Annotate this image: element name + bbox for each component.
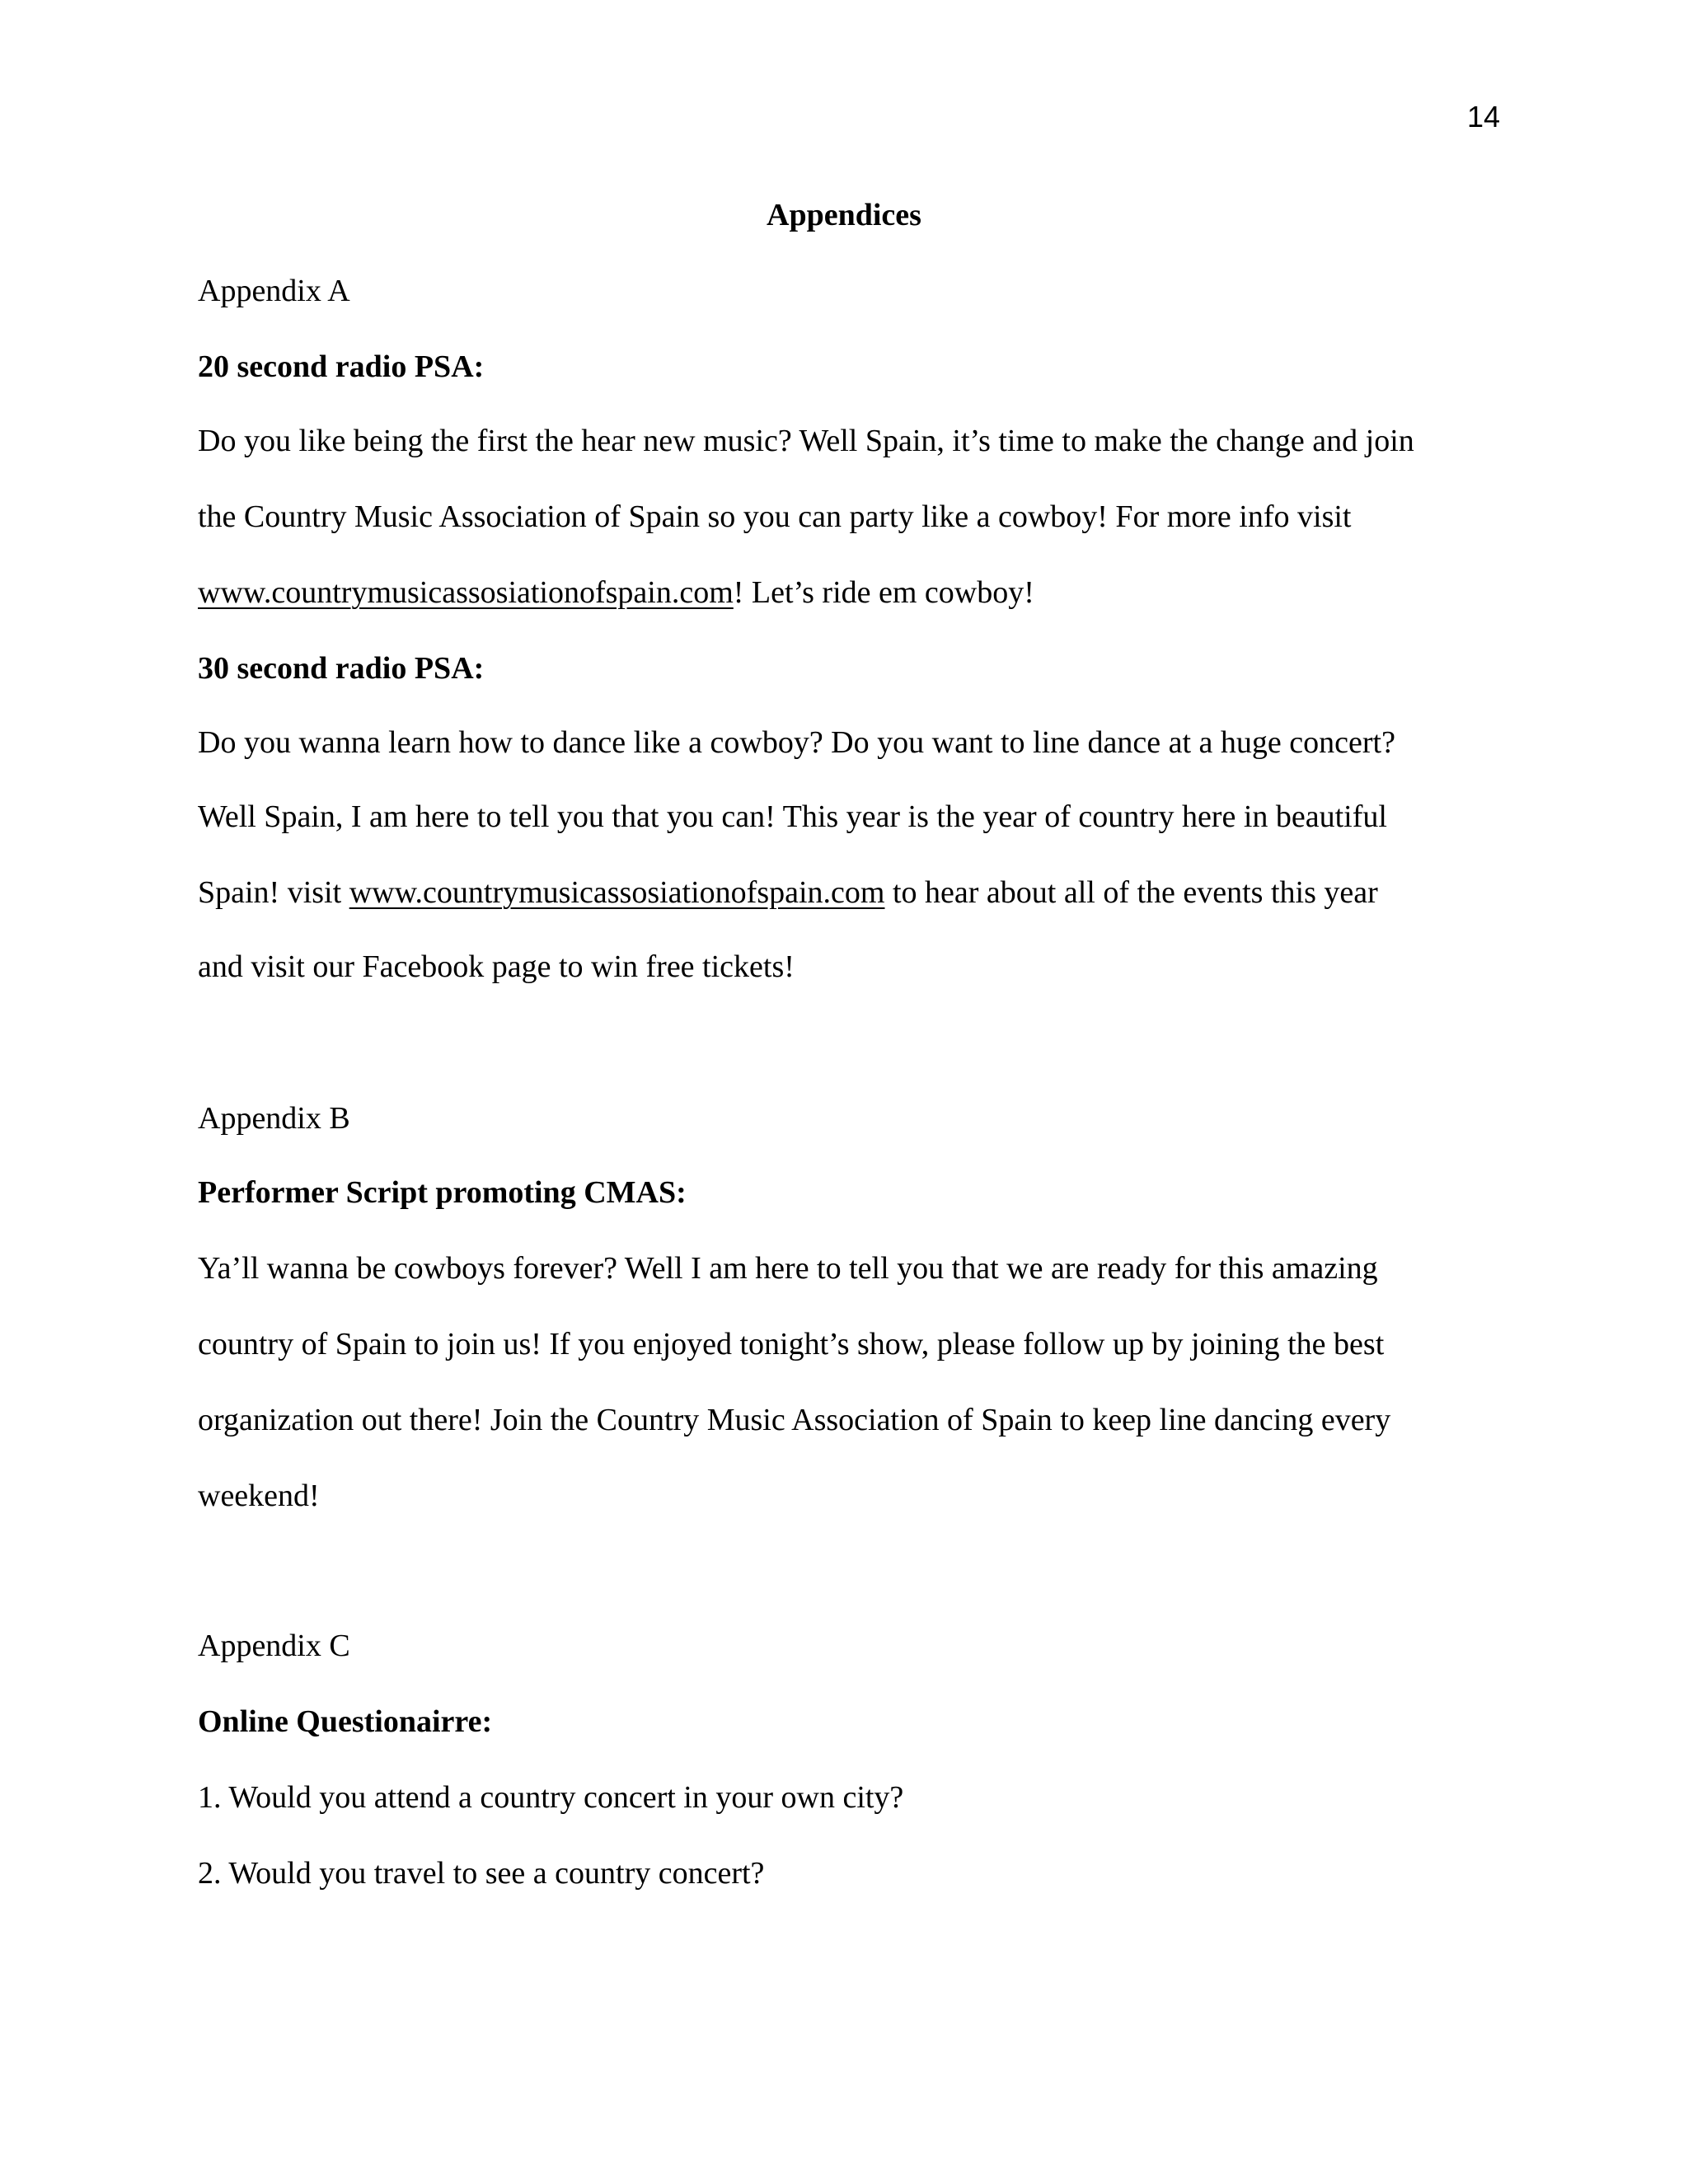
psa-30-line-3: [198, 872, 1378, 913]
psa-20-line-3-rest: ! Let’s ride em cowboy!: [733, 575, 1034, 610]
psa-20-line-2: the Country Music Association of Spain so you can party like a cowboy! For more info visit: [198, 499, 1352, 534]
appendix-b-label: Appendix B: [198, 1101, 350, 1136]
performer-script-line-4: weekend!: [198, 1479, 320, 1513]
questionnaire-item-2: 2. Would you travel to see a country concert?: [198, 1856, 765, 1891]
psa-20-line-1: Do you like being the first the hear new music? Well Spain, it’s time to make the change and join: [198, 424, 1414, 458]
psa-20-heading: 20 second radio PSA:: [198, 349, 485, 384]
performer-script-line-1: Ya’ll wanna be cowboys forever? Well I am here to tell you that we are ready for this amazing: [198, 1251, 1378, 1286]
page-title: Appendices: [767, 198, 921, 232]
page-number: 14: [1466, 100, 1500, 134]
psa-30-line-3-pre: Spain! visit: [198, 875, 349, 910]
performer-script-line-3: organization out there! Join the Country Music Association of Spain to keep line dancing every: [198, 1403, 1391, 1437]
questionnaire-item-1: 1. Would you attend a country concert in your own city?: [198, 1780, 904, 1815]
psa-20-website-link[interactable]: www.countrymusicassosiationofspain.com: [198, 575, 734, 610]
psa-30-line-2: Well Spain, I am here to tell you that you can! This year is the year of country here in beautiful: [198, 799, 1387, 834]
questionnaire-heading: Online Questionairre:: [198, 1704, 493, 1739]
psa-30-website-link[interactable]: www.countrymusicassosiationofspain.com: [349, 875, 885, 910]
psa-30-line-4: and visit our Facebook page to win free tickets!: [198, 949, 795, 984]
performer-script-line-2: country of Spain to join us! If you enjoyed tonight’s show, please follow up by joining the best: [198, 1327, 1385, 1361]
appendix-a-label: Appendix A: [198, 274, 350, 308]
performer-script-heading: Performer Script promoting CMAS:: [198, 1175, 687, 1210]
psa-30-heading: 30 second radio PSA:: [198, 651, 485, 686]
psa-30-line-1: Do you wanna learn how to dance like a cowboy? Do you want to line dance at a huge concert?: [198, 725, 1395, 760]
psa-30-line-3-post: to hear about all of the events this year: [884, 875, 1378, 910]
appendix-c-label: Appendix C: [198, 1629, 350, 1663]
psa-20-line-3: [198, 572, 1034, 613]
